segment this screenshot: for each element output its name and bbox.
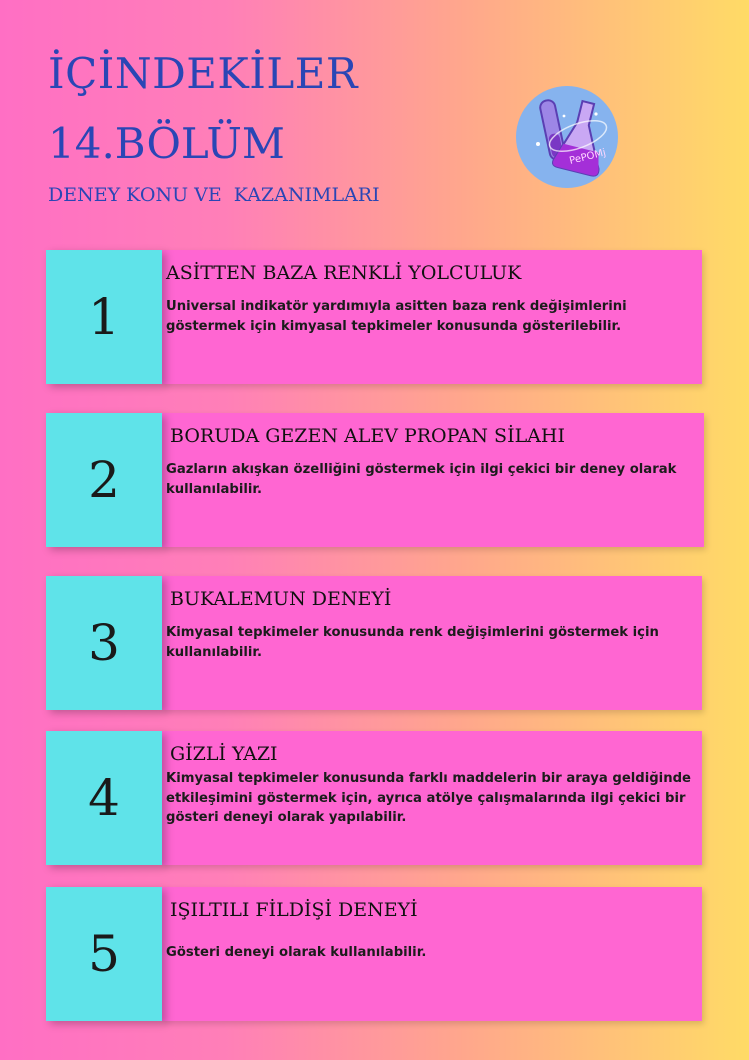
item-title: BORUDA GEZEN ALEV PROPAN SİLAHI xyxy=(170,425,565,447)
item-number: 1 xyxy=(88,288,120,346)
list-item-4 xyxy=(46,731,702,865)
item-description: Kimyasal tepkimeler konusunda farklı maddelerin bir araya geldiğinde etkileşimini göstermek için, ayrıca atölye çalışmalarında ilgi çekici bir gösteri deneyi olarak yapılabilir. xyxy=(166,771,691,825)
item-description: Kimyasal tepkimeler konusunda renk değişimlerini göstermek için kullanılabilir. xyxy=(166,625,659,660)
item-number: 5 xyxy=(88,925,120,983)
chemistry-flask-icon xyxy=(516,86,618,188)
item-number-box xyxy=(46,887,162,1021)
item-title: BUKALEMUN DENEYİ xyxy=(170,588,392,610)
item-number: 4 xyxy=(88,769,120,827)
item-content xyxy=(162,731,702,865)
item-description: Universal indikatör yardımıyla asitten baza renk değişimlerini göstermek için kimyasal tepkimeler konusunda gösterilebilir. xyxy=(166,299,627,334)
item-content xyxy=(162,887,702,1021)
item-number-box xyxy=(46,250,162,384)
list-item-1 xyxy=(46,250,702,384)
item-title: ASİTTEN BAZA RENKLİ YOLCULUK xyxy=(166,262,522,284)
item-number: 2 xyxy=(88,451,120,509)
item-number-box xyxy=(46,731,162,865)
item-content xyxy=(162,250,702,384)
list-item-2 xyxy=(46,413,704,547)
item-number-box xyxy=(46,413,162,547)
logo-text: PePOMj xyxy=(568,147,607,167)
flask-logo-graphic xyxy=(516,86,618,188)
item-description: Gazların akışkan özelliğini göstermek için ilgi çekici bir deney olarak kullanılabilir. xyxy=(166,462,677,497)
item-description: Gösteri deneyi olarak kullanılabilir. xyxy=(166,945,427,960)
list-item-5 xyxy=(46,887,702,1021)
list-item-3 xyxy=(46,576,702,710)
item-content xyxy=(162,576,702,710)
chapter-title: 14.BÖLÜM xyxy=(48,119,285,168)
item-number-box xyxy=(46,576,162,710)
item-title: GİZLİ YAZI xyxy=(170,743,278,765)
page-title: İÇİNDEKİLER xyxy=(48,49,359,98)
item-number: 3 xyxy=(88,614,120,672)
section-subtitle: DENEY KONU VE KAZANIMLARI xyxy=(48,184,380,206)
item-title: IŞILTILI FİLDİŞİ DENEYİ xyxy=(170,899,418,921)
item-content xyxy=(162,413,704,547)
